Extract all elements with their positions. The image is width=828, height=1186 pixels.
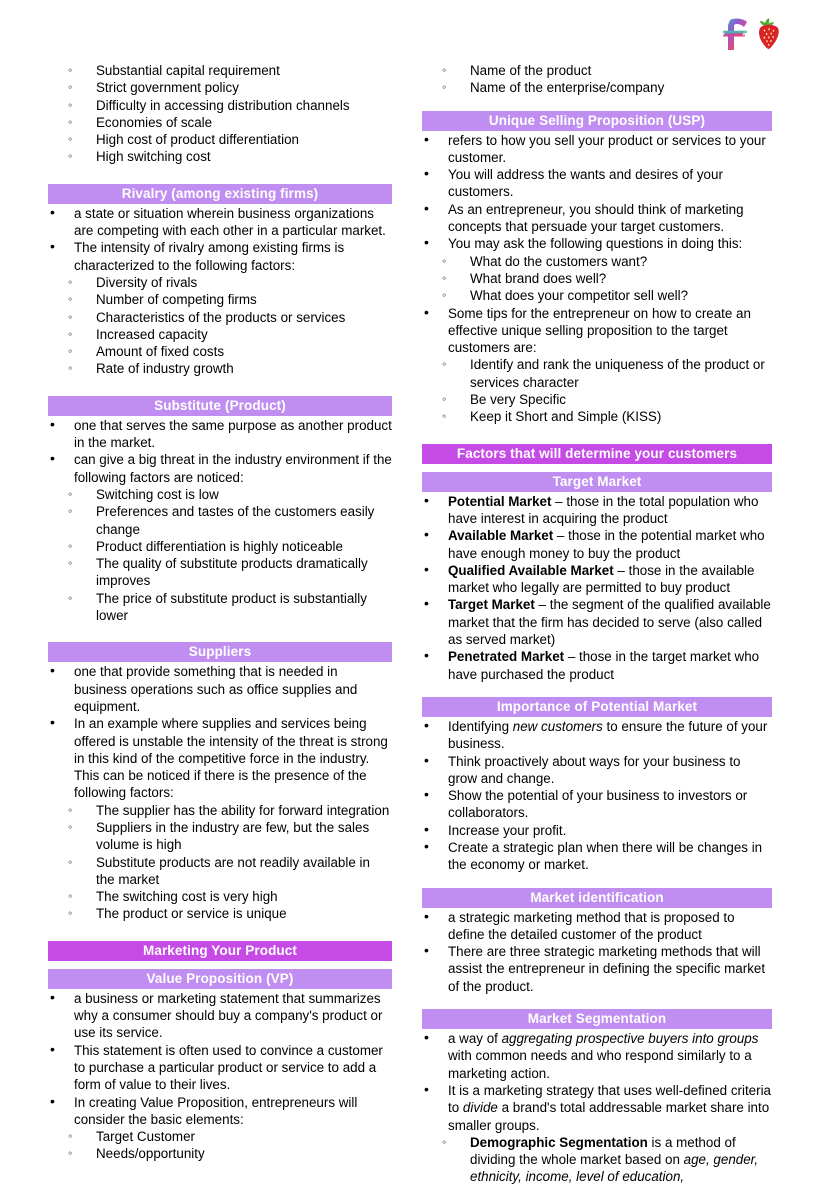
list-item: ◦ What does your competitor sell well?: [416, 287, 772, 304]
vp-elements-continued-sublist: [416, 62, 772, 97]
list-item: ◦ The switching cost is very high: [42, 888, 392, 905]
section-header-rivalry: Rivalry (among existing firms): [48, 184, 392, 204]
list-item: ◦ Strict government policy: [42, 79, 392, 96]
list-item: ◦ Diversity of rivals: [42, 274, 392, 291]
section-header-importance-potential-market: Importance of Potential Market: [422, 697, 772, 717]
list-item: ◦ Rate of industry growth: [42, 360, 392, 377]
term-label: Penetrated Market: [448, 649, 565, 665]
text-pre: Think proactively about ways for your business to grow and change.: [448, 753, 741, 786]
text-pre: a way of: [448, 1031, 502, 1047]
text-pre: Increase your profit.: [448, 822, 567, 838]
letter-f-icon: [723, 19, 747, 50]
list-item: ◦ Suppliers in the industry are few, but the sales volume is high: [42, 819, 392, 854]
list-item: ◦ Substitute products are not readily available in the market: [42, 854, 392, 889]
list-item: • You may ask the following questions in doing this:: [416, 235, 772, 252]
text-emphasis: divide: [462, 1100, 498, 1116]
section-header-factors-determine-customers: Factors that will determine your customers: [422, 444, 772, 464]
two-column-body: [0, 62, 828, 1186]
term-label: Available Market: [448, 528, 554, 544]
text-emphasis: new customers: [512, 718, 603, 734]
list-item: • Some tips for the entrepreneur on how to create an effective unique selling proposition to the target customers are:: [416, 305, 772, 357]
text-post: with common needs and who respond similarly to a marketing action.: [448, 1048, 752, 1081]
list-item: ◦ Switching cost is low: [42, 486, 392, 503]
text-pre: Create a strategic plan when there will be changes in the economy or market.: [448, 839, 763, 873]
market-identification-bullets: [416, 909, 772, 995]
list-item: • a strategic marketing method that is proposed to define the detailed customer of the product: [416, 909, 772, 944]
list-item: ◦ Be very Specific: [416, 391, 772, 408]
section-header-market-segmentation: Market Segmentation: [422, 1009, 772, 1029]
list-item: • As an entrepreneur, you should think of marketing concepts that persuade your target customers.: [416, 201, 772, 236]
term-desc: those in the potential market who have enough money to buy the product: [448, 528, 765, 561]
text-pre: It is a marketing strategy that uses well-defined criteria to: [448, 1082, 772, 1116]
list-item: ◦ Economies of scale: [42, 114, 392, 131]
term-dash: –: [534, 597, 550, 613]
list-item: ◦ Difficulty in accessing distribution channels: [42, 97, 392, 114]
list-item: ◦ What do the customers want?: [416, 253, 772, 270]
list-item: ◦ Identify and rank the uniqueness of the product or services character: [416, 356, 772, 391]
term-desc: those in the target market who have purchased the product: [448, 649, 760, 682]
list-item: ◦ The product or service is unique: [42, 905, 392, 922]
list-item: [416, 527, 772, 562]
list-item: • There are three strategic marketing methods that will assist the entrepreneur in defining the specific market of the product.: [416, 943, 772, 995]
suppliers-bullets: [42, 663, 392, 801]
list-item: [416, 753, 772, 788]
term-label: Target Market: [448, 597, 535, 613]
market-segmentation-bullets: [416, 1030, 772, 1134]
rivalry-bullets: [42, 205, 392, 274]
usp-questions-sublist: [416, 253, 772, 305]
section-header-usp: Unique Selling Proposition (USP): [422, 111, 772, 131]
list-item: ◦ Target Customer: [42, 1128, 392, 1145]
f-strawberry-logo: [722, 14, 786, 56]
text-emphasis: age, gender, ethnicity, income, level of education,: [470, 1152, 759, 1185]
section-header-target-market: Target Market: [422, 472, 772, 492]
text-pre: Show the potential of your business to investors or collaborators.: [448, 788, 748, 821]
term-dash: –: [551, 493, 567, 509]
usp-tips-bullets: [416, 305, 772, 357]
list-item: ◦ Characteristics of the products or services: [42, 309, 392, 326]
text-post: a brand's total addressable market share into smaller groups.: [448, 1100, 770, 1133]
text-pre: Identifying: [448, 718, 513, 734]
term-label: Qualified Available Market: [448, 562, 614, 578]
list-item: ◦ High switching cost: [42, 148, 392, 165]
list-item: ◦ The quality of substitute products dramatically improves: [42, 555, 392, 590]
target-market-list: [416, 493, 772, 683]
list-item: • can give a big threat in the industry environment if the following factors are noticed:: [42, 451, 392, 486]
list-item: ◦ What brand does well?: [416, 270, 772, 287]
list-item: [416, 822, 772, 839]
list-item: • In an example where supplies and services being offered is unstable the intensity of the threat is strong in this kind of the competitive force in the industry. This can be noticed if there is the presence of the following factors:: [42, 715, 392, 801]
section-header-suppliers: Suppliers: [48, 642, 392, 662]
demographic-segmentation-sublist: [416, 1134, 772, 1186]
text-emphasis: aggregating prospective buyers into groups: [501, 1031, 759, 1047]
importance-bullets: [416, 718, 772, 874]
substitute-factors-sublist: [42, 486, 392, 624]
term-dash: –: [564, 649, 579, 665]
list-item: ◦ Name of the enterprise/company: [416, 79, 772, 96]
suppliers-factors-sublist: [42, 802, 392, 923]
value-proposition-elements-sublist: [42, 1128, 392, 1163]
list-item: • one that provide something that is needed in business operations such as office supplies and equipment.: [42, 663, 392, 715]
list-item: ◦ Keep it Short and Simple (KISS): [416, 408, 772, 425]
list-item: • This statement is often used to convince a customer to purchase a particular product or service to add a form of value to their lives.: [42, 1042, 392, 1094]
usp-bullets: [416, 132, 772, 253]
entry-barriers-sublist: [42, 62, 392, 166]
term-desc: those in the available market who legally are permitted to buy product: [448, 562, 755, 596]
term-desc: those in the total population who have interest in acquiring the product: [448, 493, 759, 526]
list-item: ◦ Name of the product: [416, 62, 772, 79]
list-item: ◦ Number of competing firms: [42, 291, 392, 308]
term-label: Demographic Segmentation: [470, 1134, 648, 1150]
list-item: ◦ The price of substitute product is substantially lower: [42, 590, 392, 625]
term-dash: –: [553, 528, 569, 544]
list-item: [416, 787, 772, 822]
list-item: • The intensity of rivalry among existing firms is characterized to the following factors:: [42, 239, 392, 274]
section-header-value-proposition: Value Proposition (VP): [48, 969, 392, 989]
right-column: [416, 62, 772, 1186]
list-item: ◦ Amount of fixed costs: [42, 343, 392, 360]
list-item: ◦ High cost of product differentiation: [42, 131, 392, 148]
substitute-bullets: [42, 417, 392, 486]
list-item: [416, 493, 772, 528]
text-post: to ensure the future of your business.: [448, 718, 768, 752]
list-item: • a business or marketing statement that summarizes why a consumer should buy a company's product or use its service.: [42, 990, 392, 1042]
list-item: • a state or situation wherein business organizations are competing with each other in a particular market.: [42, 205, 392, 240]
usp-tips-sublist: [416, 356, 772, 425]
list-item: [416, 648, 772, 683]
term-label: Potential Market: [448, 493, 552, 509]
list-item: ◦ Increased capacity: [42, 326, 392, 343]
list-item: ◦ Substantial capital requirement: [42, 62, 392, 79]
list-item: • You will address the wants and desires of your customers.: [416, 166, 772, 201]
list-item: [416, 1030, 772, 1082]
strawberry-icon: [759, 18, 779, 49]
term-desc: the segment of the qualified available market that the firm has decided to serve (also called as served market): [448, 597, 771, 648]
rivalry-factors-sublist: [42, 274, 392, 378]
section-header-marketing-your-product: Marketing Your Product: [48, 941, 392, 961]
list-item: ◦ Needs/opportunity: [42, 1145, 392, 1162]
term-dash: –: [613, 562, 629, 578]
text-mid: is a method of dividing the whole market based on: [470, 1134, 736, 1168]
list-item: • one that serves the same purpose as another product in the market.: [42, 417, 392, 452]
section-header-market-identification: Market identification: [422, 888, 772, 908]
list-item: ◦ Product differentiation is highly noticeable: [42, 538, 392, 555]
list-item: ◦ Preferences and tastes of the customers easily change: [42, 503, 392, 538]
list-item: [416, 596, 772, 648]
list-item: • In creating Value Proposition, entrepreneurs will consider the basic elements:: [42, 1094, 392, 1129]
list-item: [416, 839, 772, 874]
list-item: ◦ The supplier has the ability for forward integration: [42, 802, 392, 819]
section-header-substitute: Substitute (Product): [48, 396, 392, 416]
list-item: [416, 562, 772, 597]
list-item: [416, 1082, 772, 1134]
list-item: [416, 718, 772, 753]
left-column: [42, 62, 392, 1186]
list-item: [416, 1134, 772, 1186]
list-item: • refers to how you sell your product or services to your customer.: [416, 132, 772, 167]
value-proposition-bullets: [42, 990, 392, 1128]
